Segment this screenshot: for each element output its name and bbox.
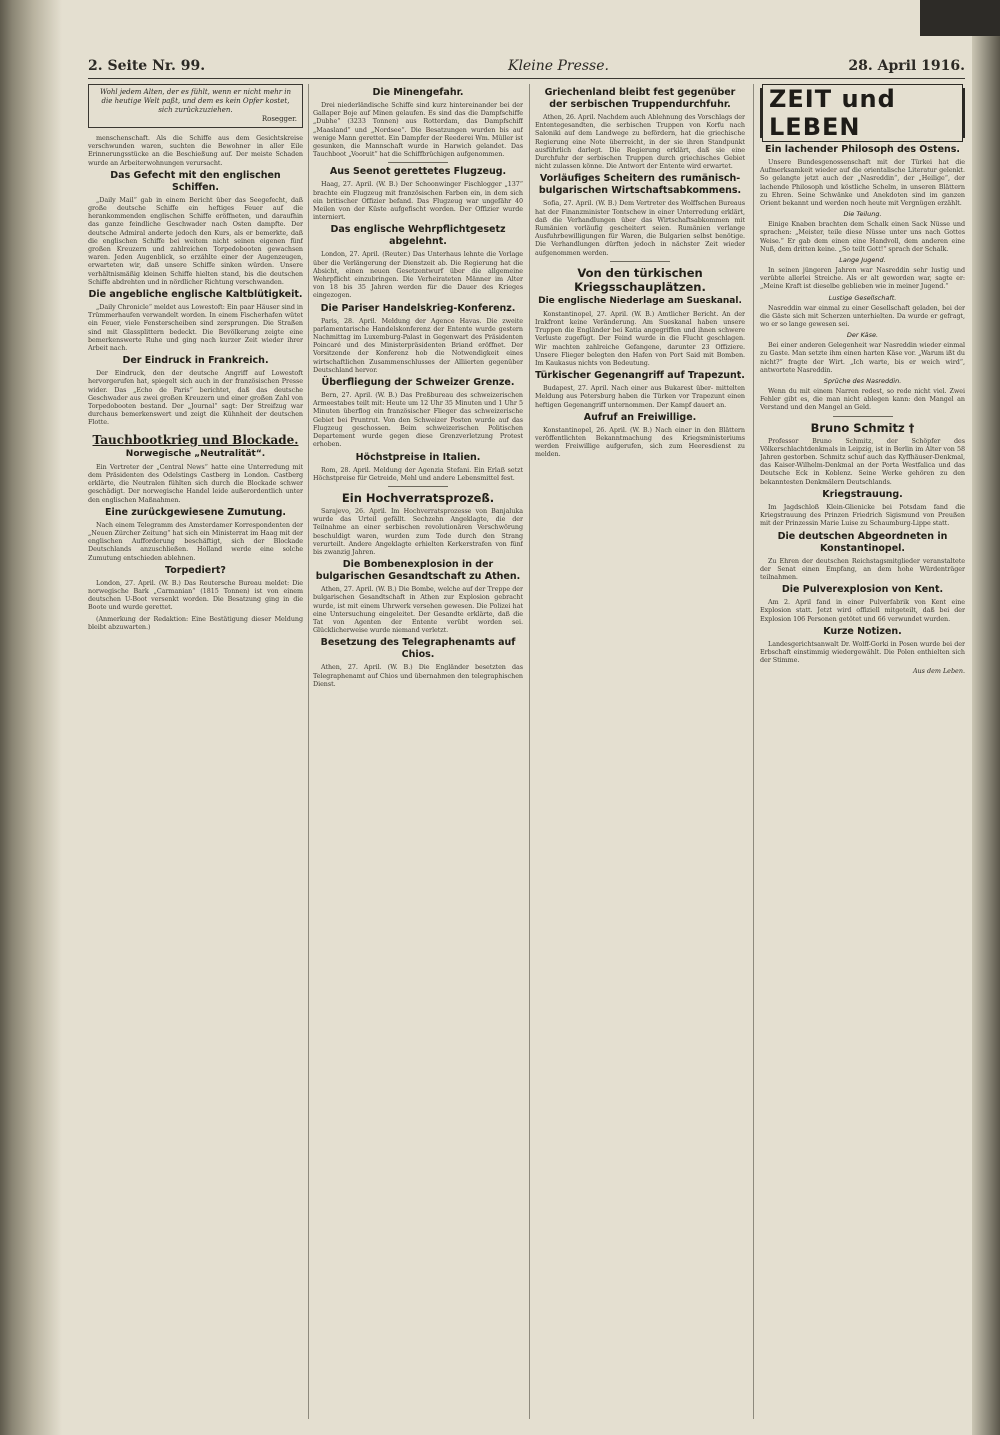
feuilleton-banner: [760, 85, 965, 141]
section-headline: Tauchbootkrieg und Blockade.: [92, 432, 299, 447]
column-1: [88, 84, 303, 1419]
article-headline: Torpediert?: [165, 564, 226, 576]
article-headline: Ein lachender Philosoph des Ostens.: [764, 144, 961, 155]
article-text: Bern, 27. April. (W. B.) Das Preßbureau des schweizerischen Armeestabes teilt mit: Heute um 12 Uhr 35 Minuten und 1 Uhr 5 Minuten überflog ein französischer Flieger das schweizerische Gebiet bei Pruntrut. Von den Schweizer Posten wurde auf das Flugzeug geschossen. Beim schweizerischen Politischen Departement wurde gegen diese Grenzverletzung Protest erhoben.: [313, 391, 523, 449]
article-headline: Aufruf an Freiwillige.: [583, 411, 697, 423]
column-3: [535, 84, 745, 1419]
article-text: menschenschaft. Als die Schiffe aus dem Gesichtskreise verschwunden waren, suchten die Bewohner in aller Eile Erinnerungsstücke an die Beschießung auf. Der meiste Schaden wurde an Arbeiterwohnungen verursacht.: [88, 134, 303, 167]
article-text: Konstantinopel, 27. April. (W. B.) Amtlicher Bericht. An der Irakfront keine Veränderung. Am Sueskanal haben unsere Truppen die Engländer bei Katia angegriffen und ihnen schwere Verluste zugefügt. Der Feind wurde in die Flucht geschlagen. Wir machten zahlreiche Gefangene, darunter 23 Offiziere. Unsere Flieger belegten den Hafen von Port Said mit Bomben. Im Kaukasus nichts von Bedeutung.: [535, 309, 745, 368]
article-text: „Daily Chronicle“ meldet aus Lowestoft: Ein paar Häuser sind in Trümmerhaufen verwandelt worden. In einem Fischerhafen wütet ein Feuer, viele Fensterscheiben sind zersprungen. Die Straßen sind mit Glassplittern bedeckt. Die Bevölkerung zeigte eine bemerkenswerte Ruhe und ging nach kurzer Zeit wieder ihrer Arbeit nach.: [88, 303, 303, 353]
editor-note: (Anmerkung der Redaktion: Eine Bestätigung dieser Meldung bleibt abzuwarten.): [88, 614, 303, 631]
article-headline: Griechenland bleibt fest gegenüber der serbischen Truppendurchfuhr.: [544, 87, 736, 110]
newspaper-page: [70, 54, 965, 1424]
article-text: Zu Ehren der deutschen Reichstagsmitglieder veranstaltete der Senat einen Empfang, an dem hohe Würdenträger teilnahmen.: [760, 556, 965, 581]
article-headline: Die Pariser Handelskrieg-Konferenz.: [320, 302, 516, 314]
anecdote-title: Sprüche des Nasreddin.: [823, 377, 902, 386]
article-headline: Vorläufiges Scheitern des rumänisch-bulgarischen Wirtschaftsabkommens.: [538, 173, 742, 197]
anecdote-title: Lustige Gesellschaft.: [828, 293, 897, 302]
page-corner: [920, 0, 1000, 36]
column-rule: [753, 84, 754, 1419]
masthead: [88, 54, 965, 79]
article-text: Unsere Bundesgenossenschaft mit der Türkei hat die Aufmerksamkeit wieder auf die orientalische Literatur gelenkt. So gelangte jetzt auch der „Nasreddin“, der „Heilige“, der lachende Philosoph und köstliche Schelm, in unseren Blättern zu Ehren. Seine Schwänke und Anekdoten sind im ganzen Orient bekannt und werden noch heute mit Vergnügen erzählt.: [760, 158, 965, 208]
divider: [388, 162, 448, 163]
anecdote-title: Lange Jugend.: [839, 256, 886, 265]
article-headline: Das englische Wehrpflichtgesetz abgelehnt.: [330, 224, 506, 248]
article-text: Athen, 26. April. Nachdem auch Ablehnung des Vorschlags der Ententegesandten, die serbischen Truppen von Korfu nach Saloniki auf dem Landwege zu befördern, hat die griechische Regierung eine Note überreicht, in der sie ihren Standpunkt ausführlich darlegt. Die Regierung erklärt, daß sie eine Durchfuhr der serbischen Truppen durch griechisches Gebiet nicht zulassen könne. Die Antwort der Entente wird erwartet.: [535, 113, 745, 171]
article-text: Paris, 28. April. Meldung der Agence Havas. Die zweite parlamentarische Handelskonferenz der Entente wurde gestern Nachmittag im Luxemburg-Palast in Gegenwart des Präsidenten Poincaré und des Ministerpräsidenten Briand eröffnet. Der Vorsitzende der Konferenz hob die Notwendigkeit eines wirtschaftlichen Zusammenschlusses der Alliierten gegenüber Deutschland hervor.: [313, 316, 523, 374]
article-headline: Besetzung des Telegraphenamts auf Chios.: [320, 637, 516, 661]
article-headline: Kriegstrauung.: [822, 488, 903, 500]
column-rule: [308, 84, 309, 1419]
column-signature: Aus dem Leben.: [912, 667, 965, 676]
article-text: Sarajevo, 26. April. Im Hochverratsprozesse von Banjaluka wurde das Urteil gefällt. Sechzehn Angeklagte, die der Teilnahme an einer serbischen revolutionären Verschwörung beschuldigt waren, wurden zum Tode durch den Strang verurteilt. Andere Angeklagte erhielten Kerkerstrafen von fünf bis zwanzig Jahren.: [313, 506, 523, 556]
divider: [610, 261, 670, 262]
article-headline: Die angebliche englische Kaltblütigkeit.: [88, 289, 303, 301]
column-4: [760, 84, 965, 1419]
article-text: Nach einem Telegramm des Amsterdamer Korrespondenten der „Neuen Zürcher Zeitung“ hat sich ein Ministerrat im Haag mit der englischen Aufforderung beschäftigt, sich der Blockade Deutschlands anzuschließen. Holland werde eine solche Zumutung entschieden ablehnen.: [88, 520, 303, 562]
column-rule: [529, 84, 530, 1419]
article-text: Der Eindruck, den der deutsche Angriff auf Lowestoft hervorgerufen hat, spiegelt sich auch in der französischen Presse wider. Das „Echo de Paris“ berichtet, daß das deutsche Geschwader aus zwei großen Kreuzern und einer großen Zahl von Torpedobooten bestand. Der „Journal“ sagt: Der Streifzug war durchaus bemerkenswert und zeigt die Kühnheit der deutschen Flotte.: [88, 369, 303, 427]
article-text: Nasreddin war einmal zu einer Gesellschaft geladen, bei der die Gäste sich mit Scherzen unterhielten. Da wurde er gefragt, wo er so lange gewesen sei.: [760, 303, 965, 329]
article-headline: Die deutschen Abgeordneten in Konstantinopel.: [777, 530, 948, 554]
article-text: Konstantinopel, 26. April. (W. B.) Nach einer in den Blättern veröffentlichten Bekanntmachung des Kriegsministeriums werden Freiwillige aufgerufen, sich zum Heeresdienst zu melden.: [535, 425, 745, 459]
article-headline: Überfliegung der Schweizer Grenze.: [321, 377, 515, 389]
article-text: Einige Knaben brachten dem Schalk einen Sack Nüsse und sprachen: „Meister, teile diese Nüsse unter uns nach Gottes Weise.“ Er gab dem einen eine Handvoll, dem anderen eine Nuß, dem dritten keine. „So teilt Gott!“ sprach der Schalk.: [760, 220, 965, 253]
article-text: „Daily Mail“ gab in einem Bericht über das Seegefecht, daß große deutsche Schiffe ein heftiges Feuer auf die herankommenden englischen Schiffe eröffneten, und daraufhin das ganze feindliche Geschwader nach Osten dampfte. Der deutsche Admiral anderte jedoch den Kurs, als er bemerkte, daß die englischen Schiffe bei weitem nicht seinen eigenen fünf großen Kreuzern und zahlreichen Torpedobooten gewachsen waren. Jeden Augenblick, so erzählte einer der Augenzeugen, erwarteten wir, daß unsere Schiffe sinken würden. Unsere verhältnismäßig kleinen Schiffe hielten stand, bis die deutschen Schiffe abdrehten und in nördlicher Richtung verschwanden.: [88, 195, 303, 286]
article-text: Sofia, 27. April. (W. B.) Dem Vertreter des Wolffschen Bureaus hat der Finanzminister Tontschew in einer Unterredung erklärt, daß die Verhandlungen über das Wirtschaftsabkommen mit Rumänien vorläufig gescheitert seien. Rumänien verlange Ausfuhrbewilligungen für Waren, die Bulgarien selbst benötige. Die Verhandlungen dürften jedoch in nächster Zeit wieder aufgenommen werden.: [535, 199, 745, 257]
article-text: Athen, 27. April. (W. B.) Die Engländer besetzten das Telegraphenamt auf Chios und übernahmen den telegraphischen Dienst.: [313, 663, 523, 688]
issue-date: 28. April 1916.: [848, 58, 965, 74]
article-text: Am 2. April fand in einer Pulverfabrik von Kent eine Explosion statt. Jetzt wird offiziell mitgeteilt, daß bei der Explosion 106 Personen getötet und 66 verwundet wurden.: [760, 598, 965, 623]
article-headline: Türkischer Gegenangriff auf Trapezunt.: [535, 370, 745, 382]
article-headline: Ein Hochverratsprozeß.: [341, 490, 495, 505]
quote-text: Wohl jedem Alten, der es fühlt, wenn er nicht mehr in die heutige Welt paßt, und dem es kein Opfer kostet, sich zurückzuziehen.: [99, 88, 292, 114]
quote-source: Rosegger.: [261, 115, 297, 123]
divider: [833, 416, 893, 417]
article-text: Landesgerichtsanwalt Dr. Wolff-Gorki in Posen wurde bei der Erbschaft einstimmig wiedergewählt. Die Polen enthielten sich der Stimme.: [760, 639, 965, 665]
anecdote-title: Die Teilung.: [843, 210, 882, 219]
article-headline: Höchstpreise in Italien.: [355, 451, 481, 463]
divider: [388, 486, 448, 487]
newspaper-title: Kleine Presse.: [508, 58, 609, 74]
section-subheadline: Die englische Niederlage am Sueskanal.: [538, 295, 742, 306]
article-headline: Die Bombenexplosion in der bulgarischen Gesandtschaft zu Athen.: [315, 559, 521, 583]
article-text: London, 27. April. (W. B.) Das Reutersche Bureau meldet: Die norwegische Bark „Carmanian“ (1815 Tonnen) ist von einem deutschen U-Boot versenkt worden. Die Besatzung ging in die Boote und wurde gerettet.: [88, 578, 303, 612]
article-headline: Kurze Notizen.: [823, 625, 902, 637]
book-binding-edge: [0, 0, 62, 1435]
page-right-edge: [972, 0, 1000, 1435]
article-text: Bei einer anderen Gelegenheit war Nasreddin wieder einmal zu Gaste. Man setzte ihm einen harten Käse vor. „Warum ißt du nicht?“ fragte der Wirt. „Ich warte, bis er weich wird“, antwortete Nasreddin.: [760, 341, 965, 374]
article-headline: Eine zurückgewiesene Zumutung.: [104, 506, 287, 518]
feuilleton-banner-title: ZEIT und LEBEN: [762, 84, 963, 142]
article-text: Professor Bruno Schmitz, der Schöpfer des Völkerschlachtdenkmals in Leipzig, ist in Berlin im Alter von 58 Jahren gestorben. Schmitz schuf auch das Kyffhäuser-Denkmal, das Kaiser-Wilhelm-Denkmal an der Porta Westfalica und das Deutsche Eck in Koblenz. Seine Werke gehören zu den bekanntesten Denkmälern Deutschlands.: [760, 436, 965, 486]
article-text: In seinen jüngeren Jahren war Nasreddin sehr lustig und verübte allerlei Streiche. Als er alt geworden war, sagte er: „Meine Kraft ist dieselbe geblieben wie in meiner Jugend.“: [760, 266, 965, 291]
article-text: Ein Vertreter der „Central News“ hatte eine Unterredung mit dem Präsidenten des Odelstings Castberg in London. Castberg erklärte, die Neutralen fühlten sich durch die Blockade schwer geschädigt. Der norwegische Handel leide außerordentlich unter den englischen Maßnahmen.: [88, 462, 303, 504]
article-headline: Bruno Schmitz †: [810, 420, 915, 435]
anecdote-title: Der Käse.: [846, 331, 879, 340]
article-headline: Das Gefecht mit den englischen Schiffen.: [110, 169, 281, 193]
section-subheadline: Norwegische „Neutralität“.: [125, 448, 266, 459]
article-text: Drei niederländische Schiffe sind kurz hintereinander bei der Gallaper Boje auf Minen gelaufen. Es sind das die Dampfschiffe „Dubhe“ (3233 Tonnen) aus Rotterdam, das Dampfschiff „Maasland“ und „Nordsee“. Die Besatzungen wurden bis auf wenige Mann gerettet. Ein Dampfer der Reederei Wm. Müller ist gesunken, die Mannschaft wurde in Harwich gelandet. Das Tauchboot „Vooruit“ hat die Schiffbrüchigen aufgenommen.: [313, 101, 523, 159]
article-text: Im Jagdschloß Klein-Glienicke bei Potsdam fand die Kriegstrauung des Prinzen Friedrich Sigismund von Preußen mit der Prinzessin Marie Luise zu Schaumburg-Lippe statt.: [760, 502, 965, 528]
article-headline: Der Eindruck in Frankreich.: [122, 355, 269, 367]
article-text: London, 27. April. (Reuter.) Das Unterhaus lehnte die Vorlage über die Verlängerung der Dienstzeit ab. Die Regierung hat die Absicht, einen neuen Gesetzentwurf über die allgemeine Wehrpflicht einzubringen. Die Verheirateten Männer im Alter von 18 bis 35 Jahren werden für die Dauer des Krieges eingezogen.: [313, 250, 523, 300]
article-text: Athen, 27. April. (W. B.) Die Bombe, welche auf der Treppe der bulgarischen Gesandtschaft in Athen zur Explosion gebracht wurde, ist mit einem Uhrwerk versehen gewesen. Die Polizei hat eine Untersuchung eingeleitet. Der Gesandte erklärte, daß die Tat von Agenten der Entente verübt worden sei. Glücklicherweise wurde niemand verletzt.: [313, 585, 523, 635]
article-headline: Die Minengefahr.: [372, 87, 464, 98]
quote-box: [88, 84, 303, 128]
article-text: Wenn du mit einem Narren redest, so rede nicht viel. Zwei Fehler gibt es, die man nicht ablegen kann: den Mangel an Verstand und den Mangel an Geld.: [760, 387, 965, 412]
article-headline: Die Pulverexplosion von Kent.: [781, 584, 944, 596]
article-text: Rom, 28. April. Meldung der Agenzia Stefani. Ein Erlaß setzt Höchstpreise für Getreide, Mehl und andere Lebensmittel fest.: [313, 465, 523, 482]
article-text: Haag, 27. April. (W. B.) Der Schoonwinger Fischlogger „137“ brachte ein Flugzeug mit französischen Farben ein, in dem sich ein britischer Offizier befand. Das Flugzeug war ungefähr 40 Meilen von der Küste aufgefischt worden. Der Offizier wurde interniert.: [313, 180, 523, 222]
article-text: Budapest, 27. April. Nach einer aus Bukarest über- mittelten Meldung aus Petersburg haben die Türken vor Trapezunt einen heftigen Gegenangriff unternommen. Der Kampf dauert an.: [535, 384, 745, 409]
page-number: 2. Seite Nr. 99.: [88, 58, 206, 74]
column-2: [313, 84, 523, 1419]
article-headline: Aus Seenot gerettetes Flugzeug.: [329, 166, 507, 178]
section-headline: Von den türkischen Kriegsschauplätzen.: [574, 265, 706, 294]
